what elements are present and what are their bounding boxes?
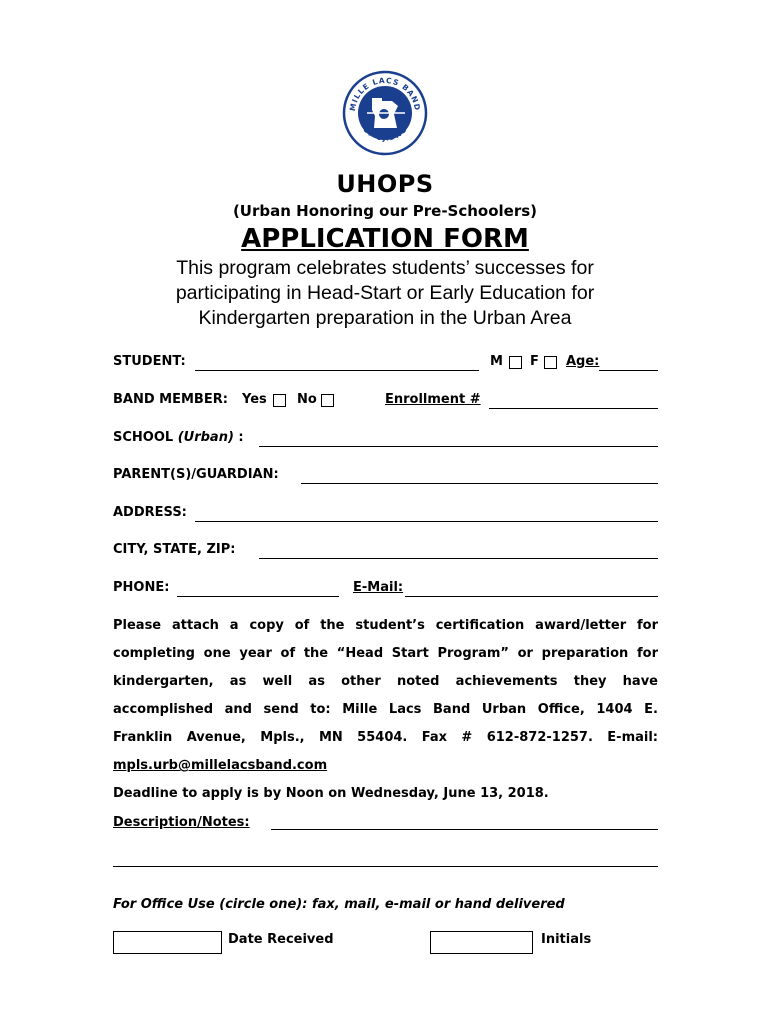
office-use-note: For Office Use (circle one): fax, mail, e-mail or hand delivered <box>113 897 565 912</box>
yes-checkbox[interactable] <box>273 394 286 407</box>
school-row <box>113 430 658 452</box>
male-checkbox[interactable] <box>509 356 522 369</box>
description-line: participating in Head-Start or Early Education for <box>175 282 595 304</box>
enrollment-field[interactable] <box>489 408 658 409</box>
phone-field[interactable] <box>177 596 339 597</box>
parent-row <box>113 467 658 489</box>
city-row <box>113 542 658 564</box>
phone-row <box>113 580 658 602</box>
instructions-line: completing one year of the “Head Start Program” or preparation for <box>113 646 658 661</box>
student-row <box>113 354 658 376</box>
mille-lacs-band-logo <box>342 70 428 156</box>
address-label: ADDRESS: <box>113 505 187 520</box>
logo-top-text: MILLE LACS BAND <box>347 75 423 112</box>
instructions-line: kindergarten, as well as other noted achievements they have <box>113 674 658 689</box>
age-label: Age: <box>566 354 600 369</box>
description-line: Kindergarten preparation in the Urban Area <box>198 307 572 329</box>
yes-label: Yes <box>242 392 267 407</box>
email-label: E-Mail: <box>353 580 404 595</box>
parent-label: PARENT(S)/GUARDIAN: <box>113 467 279 482</box>
no-checkbox[interactable] <box>321 394 334 407</box>
enrollment-label: Enrollment # <box>385 392 481 407</box>
phone-label: PHONE: <box>113 580 170 595</box>
city-state-zip-label: CITY, STATE, ZIP: <box>113 542 236 557</box>
email-link[interactable]: mpls.urb@millelacsband.com <box>113 758 328 773</box>
program-subtitle: (Urban Honoring our Pre-Schoolers) <box>232 202 538 220</box>
instructions-line: Please attach a copy of the student’s certification award/letter for <box>113 618 658 633</box>
initials-box[interactable] <box>430 931 533 954</box>
instructions-line: accomplished and send to: Mille Lacs Band Urban Office, 1404 E. <box>113 702 658 717</box>
description-line: This program celebrates students’ successes for <box>176 257 594 279</box>
student-name-field[interactable] <box>195 370 479 371</box>
form-title: APPLICATION FORM <box>241 224 529 254</box>
logo-bottom-text: OF OJIBWE <box>361 125 409 143</box>
female-label: F <box>530 354 539 369</box>
address-field[interactable] <box>195 521 658 522</box>
band-member-label: BAND MEMBER: <box>113 392 228 407</box>
notes-label: Description/Notes: <box>113 815 250 830</box>
initials-label: Initials <box>541 932 592 947</box>
deadline-text: Deadline to apply is by Noon on Wednesday, June 13, 2018. <box>113 786 549 801</box>
male-label: M <box>490 354 503 369</box>
date-received-box[interactable] <box>113 931 222 954</box>
student-label: STUDENT: <box>113 354 186 369</box>
date-received-label: Date Received <box>228 932 334 947</box>
band-member-row <box>113 392 658 414</box>
school-qualifier: (Urban) <box>177 430 234 445</box>
notes-field-line-2[interactable] <box>113 866 658 867</box>
age-field[interactable] <box>599 370 658 371</box>
program-title: UHOPS <box>336 170 434 198</box>
school-label: SCHOOL (Urban) : <box>113 430 244 445</box>
city-state-zip-field[interactable] <box>259 558 658 559</box>
instructions-line: Franklin Avenue, Mpls., MN 55404. Fax # 612-872-1257. E-mail: <box>113 730 658 745</box>
female-checkbox[interactable] <box>544 356 557 369</box>
email-field[interactable] <box>405 596 658 597</box>
instructions-paragraph <box>113 612 658 808</box>
notes-field-line-1[interactable] <box>271 829 658 830</box>
program-description <box>0 256 770 331</box>
address-row <box>113 505 658 527</box>
no-label: No <box>297 392 317 407</box>
parent-field[interactable] <box>301 483 658 484</box>
school-field[interactable] <box>259 446 658 447</box>
